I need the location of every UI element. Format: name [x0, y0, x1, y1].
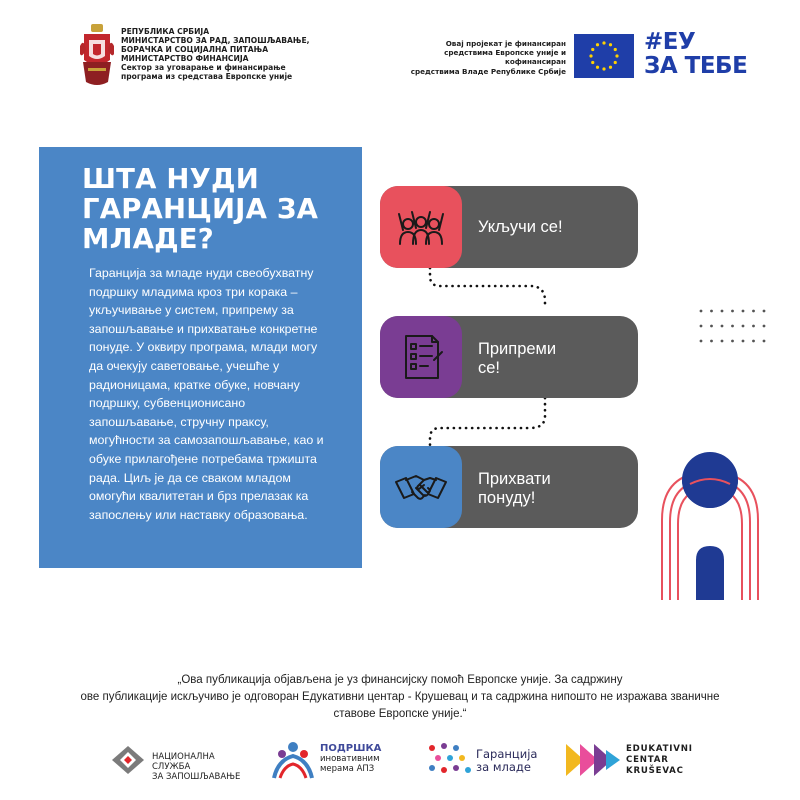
nsz-logo: НАЦИОНАЛНА СЛУЖБА ЗА ЗАПОШЉАВАЊЕ — [108, 738, 243, 782]
step-accept-label: Прихвати понуду! — [478, 470, 551, 507]
serbian-crest-icon — [80, 24, 114, 86]
panel-title: ШТА НУДИ ГАРАНЦИЈА ЗА МЛАДЕ? — [82, 163, 319, 255]
eu-disclaimer: „Ова публикација објављена је уз финансијску помоћ Европске уније. За садржину ове публикације искључиво је одговоран Едукативни центар - Крушевац и та садржина нипошто не изражава званичне ставове Европске уније.“ — [80, 674, 720, 720]
decorative-dot-grid — [698, 307, 768, 347]
garancija-logo: Гаранција за младе — [424, 738, 544, 782]
step-prepare-label: Припреми се! — [478, 340, 557, 377]
step-join-badge — [380, 186, 462, 268]
step-prepare-badge — [380, 316, 462, 398]
podrska-logo: ПОДРШКА иновативним мерама АПЗ — [270, 738, 400, 782]
people-raising-hands-icon — [394, 200, 448, 254]
garancija-logo-icon — [424, 740, 472, 780]
step-accept — [380, 446, 638, 528]
step-prepare — [380, 316, 638, 398]
handshake-icon — [394, 460, 448, 514]
eu-slogan: #ЕУ ЗА ТЕБЕ — [644, 29, 748, 79]
ministry-text: РЕПУБЛИКА СРБИЈА МИНИСТАРСТВО ЗА РАД, ЗАПОШЉАВАЊЕ, БОРАЧКА И СОЦИЈАЛНА ПИТАЊА МИНИСТАРСТВО ФИНАНСИЈА Сектор за уговарање и финансирање програма из средстава Европске уније — [121, 27, 310, 81]
eu-flag-icon — [574, 34, 634, 78]
checklist-document-icon — [394, 330, 448, 384]
decorative-arch-icon — [650, 450, 770, 600]
edukativni-centar-logo: EDUKATIVNI CENTAR KRUŠEVAC — [566, 738, 696, 782]
funding-note: Овај пројекат је финансиран средствима Европске уније и кофинансиран средствима Владе Републике Србије — [410, 39, 566, 76]
panel-body: Гаранција за младе нуди свеобухватну подршку младима кроз три корака – укључивање у систем, припрему за запошљавање и прихватање конкретне понуде. У оквиру програма, млади могу да очекују саветовање, учешће у радионицама, кратке обуке, новчану подршку, субвенционисано запошљавање, стручну праксу, могућности за самозапошљавање, као и обуке прилагођене потребама тржишта рада. Циљ је да се сваком младом омогући квалитетан и брз прелазак ка запослењу или наставку образовања. — [89, 266, 324, 522]
step-join-label: Укључи се! — [478, 218, 563, 236]
step-join — [380, 186, 638, 268]
edukativni-centar-logo-icon — [566, 744, 620, 776]
step-accept-badge — [380, 446, 462, 528]
podrska-logo-icon — [270, 738, 316, 782]
nsz-logo-icon — [108, 742, 148, 778]
